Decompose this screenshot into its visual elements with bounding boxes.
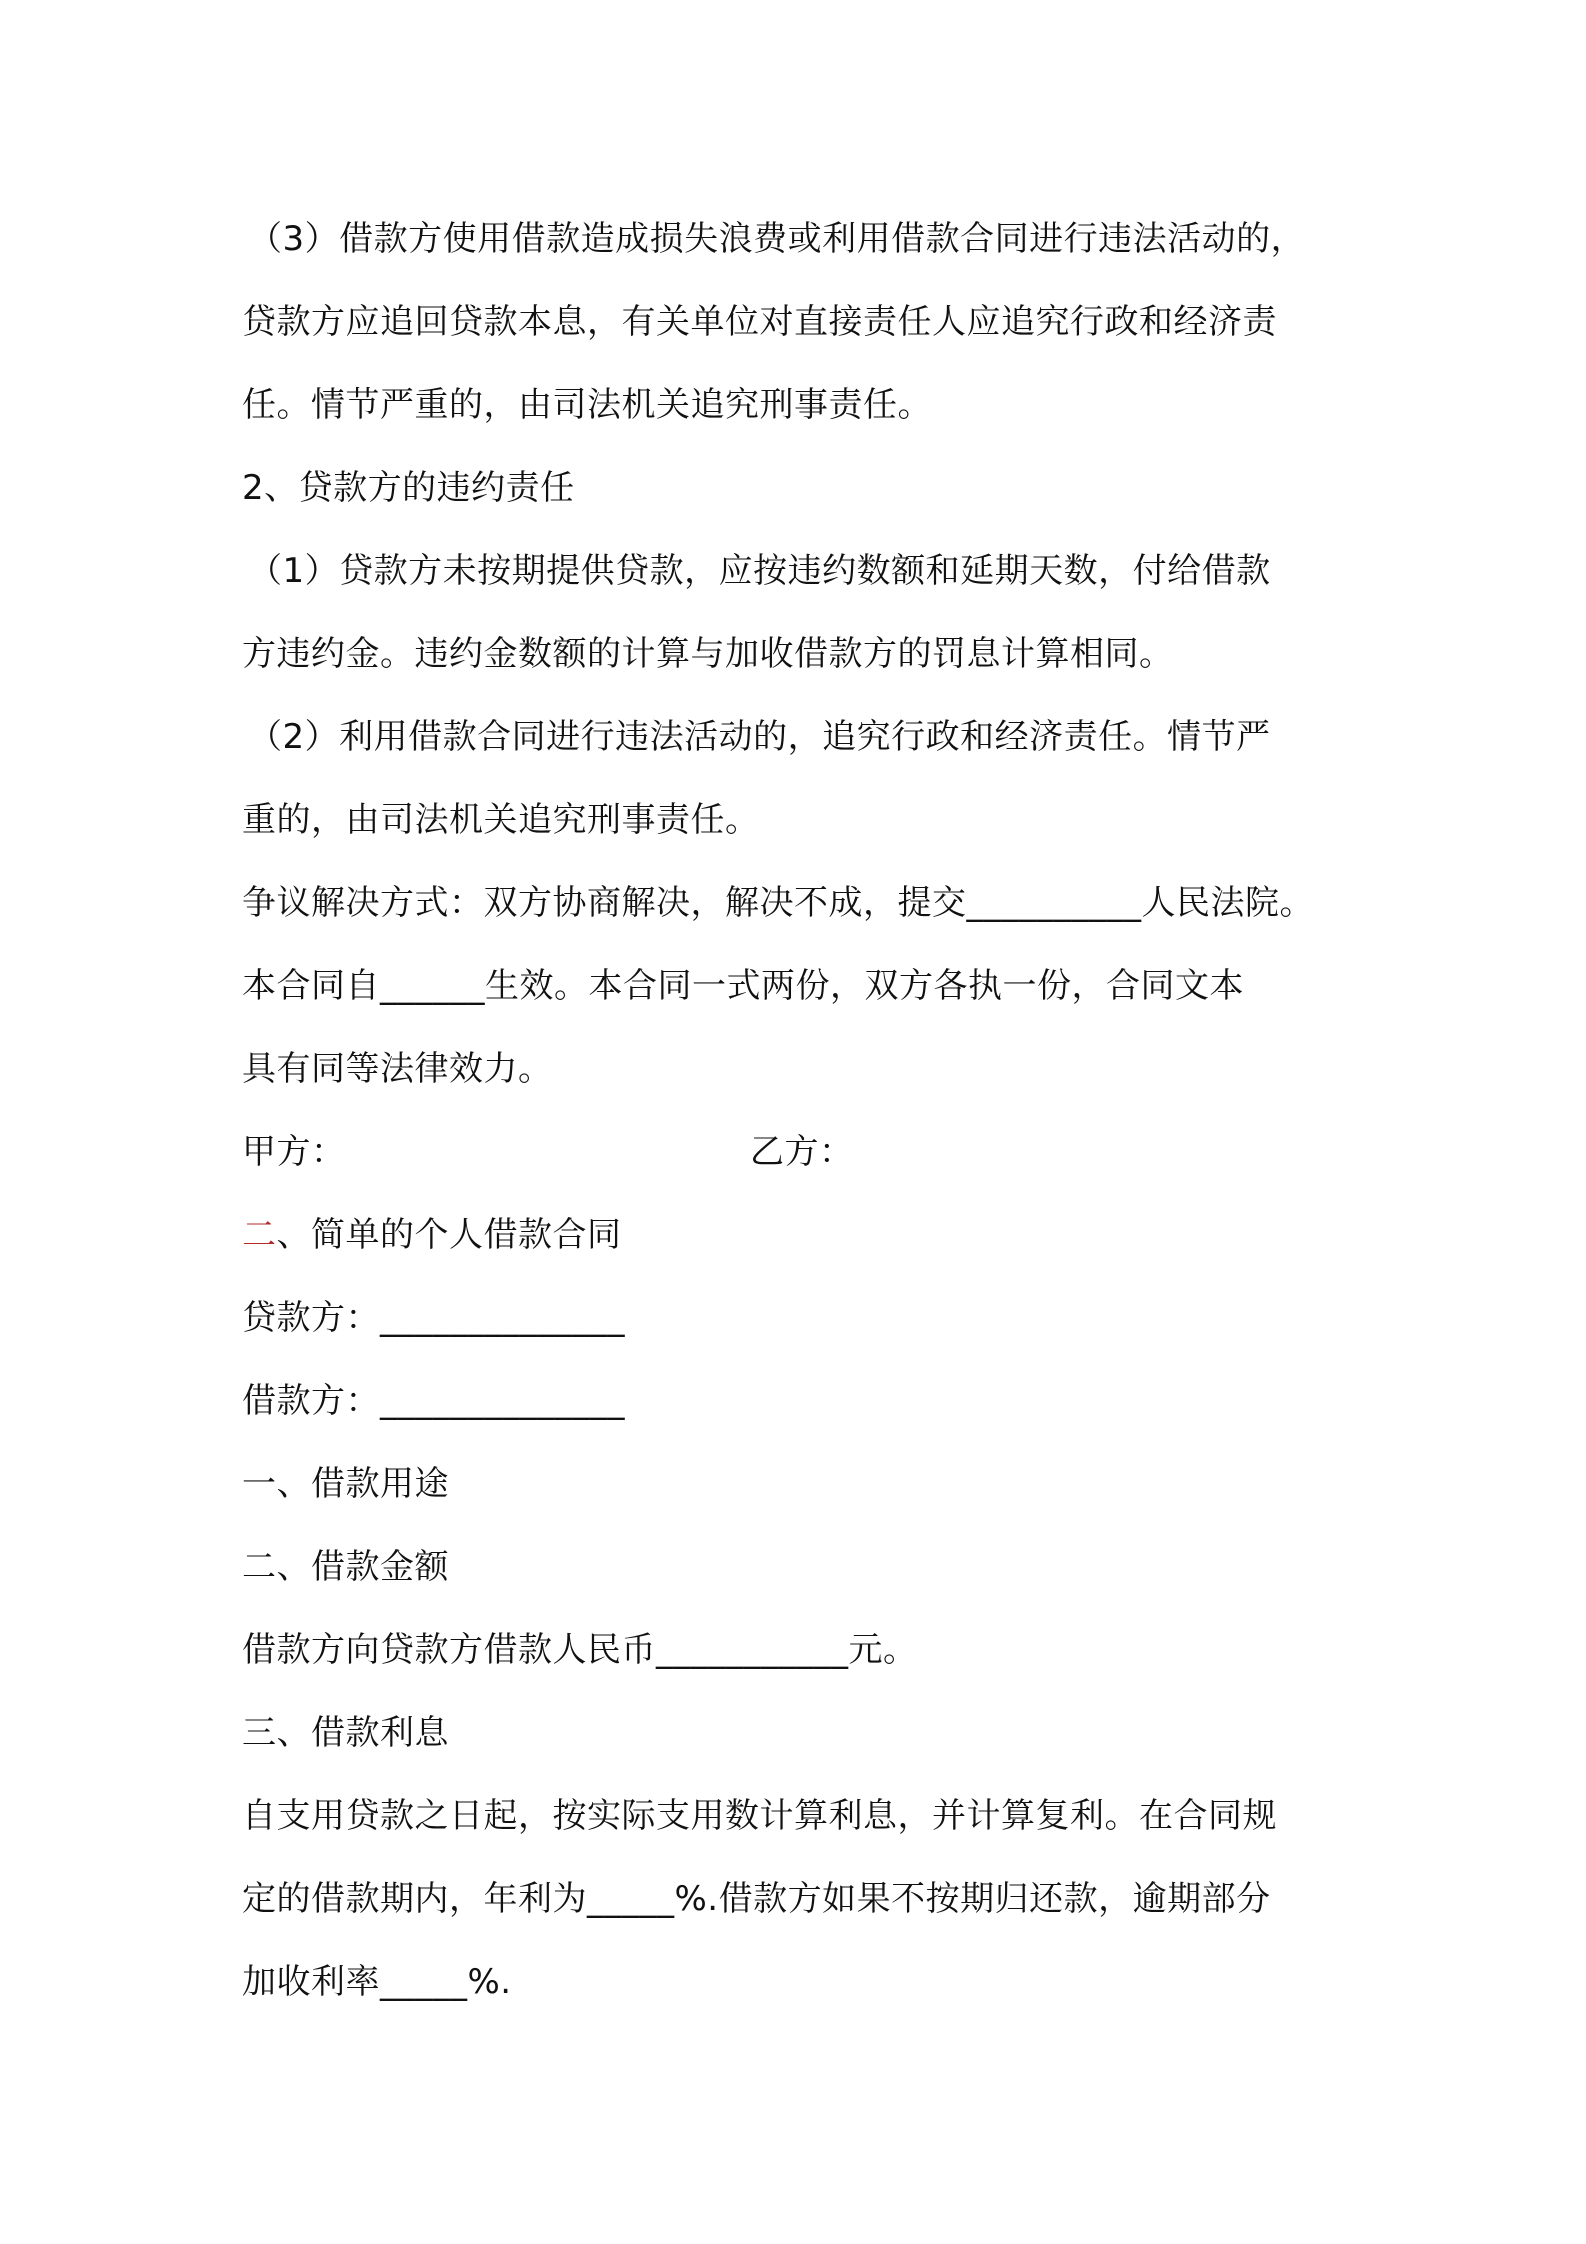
contract-title-text: 、简单的个人借款合同	[276, 1215, 622, 1255]
paragraph-line: 贷款方应追回贷款本息，有关单位对直接责任人应追究行政和经济责	[242, 302, 1277, 342]
signature-row	[242, 1111, 1372, 1194]
contract-title	[242, 1194, 1372, 1277]
interest-line: 加收利率_____%.	[242, 1962, 512, 2002]
paragraph-line: （2）利用借款合同进行违法活动的，追究行政和经济责任。情节严	[248, 717, 1271, 757]
paragraph-line: （3）借款方使用借款造成损失浪费或利用借款合同进行违法活动的，	[248, 219, 1306, 259]
interest-line: 自支用贷款之日起，按实际支用数计算利息，并计算复利。在合同规	[242, 1796, 1277, 1836]
party-a-label: 甲方：	[242, 1132, 346, 1172]
paragraph-line: 方违约金。违约金数额的计算与加收借款方的罚息计算相同。	[242, 634, 1174, 674]
effective-date-line: 本合同自______生效。本合同一式两份，双方各执一份，合同文本	[242, 966, 1244, 1006]
paragraph-line: 任。情节严重的，由司法机关追究刑事责任。	[242, 385, 932, 425]
section-heading: 一、借款用途	[242, 1464, 449, 1504]
contract-title-number: 二	[242, 1215, 277, 1255]
document-body	[242, 198, 1372, 2024]
interest-line: 定的借款期内，年利为_____%.借款方如果不按期归还款，逾期部分	[242, 1879, 1271, 1919]
loan-amount-line: 借款方向贷款方借款人民币___________元。	[242, 1630, 918, 1670]
paragraph-line: （1）贷款方未按期提供贷款，应按违约数额和延期天数，付给借款	[248, 551, 1271, 591]
party-b-label: 乙方：	[750, 1132, 854, 1172]
paragraph-line: 重的，由司法机关追究刑事责任。	[242, 800, 760, 840]
section-heading: 三、借款利息	[242, 1713, 449, 1753]
lender-line: 贷款方：______________	[242, 1298, 625, 1338]
paragraph-line: 具有同等法律效力。	[242, 1049, 553, 1089]
section-heading: 二、借款金额	[242, 1547, 449, 1587]
borrower-line: 借款方：______________	[242, 1381, 625, 1421]
section-heading: 2、贷款方的违约责任	[242, 468, 575, 508]
dispute-resolution-line: 争议解决方式：双方协商解决，解决不成，提交__________人民法院。	[242, 883, 1314, 923]
